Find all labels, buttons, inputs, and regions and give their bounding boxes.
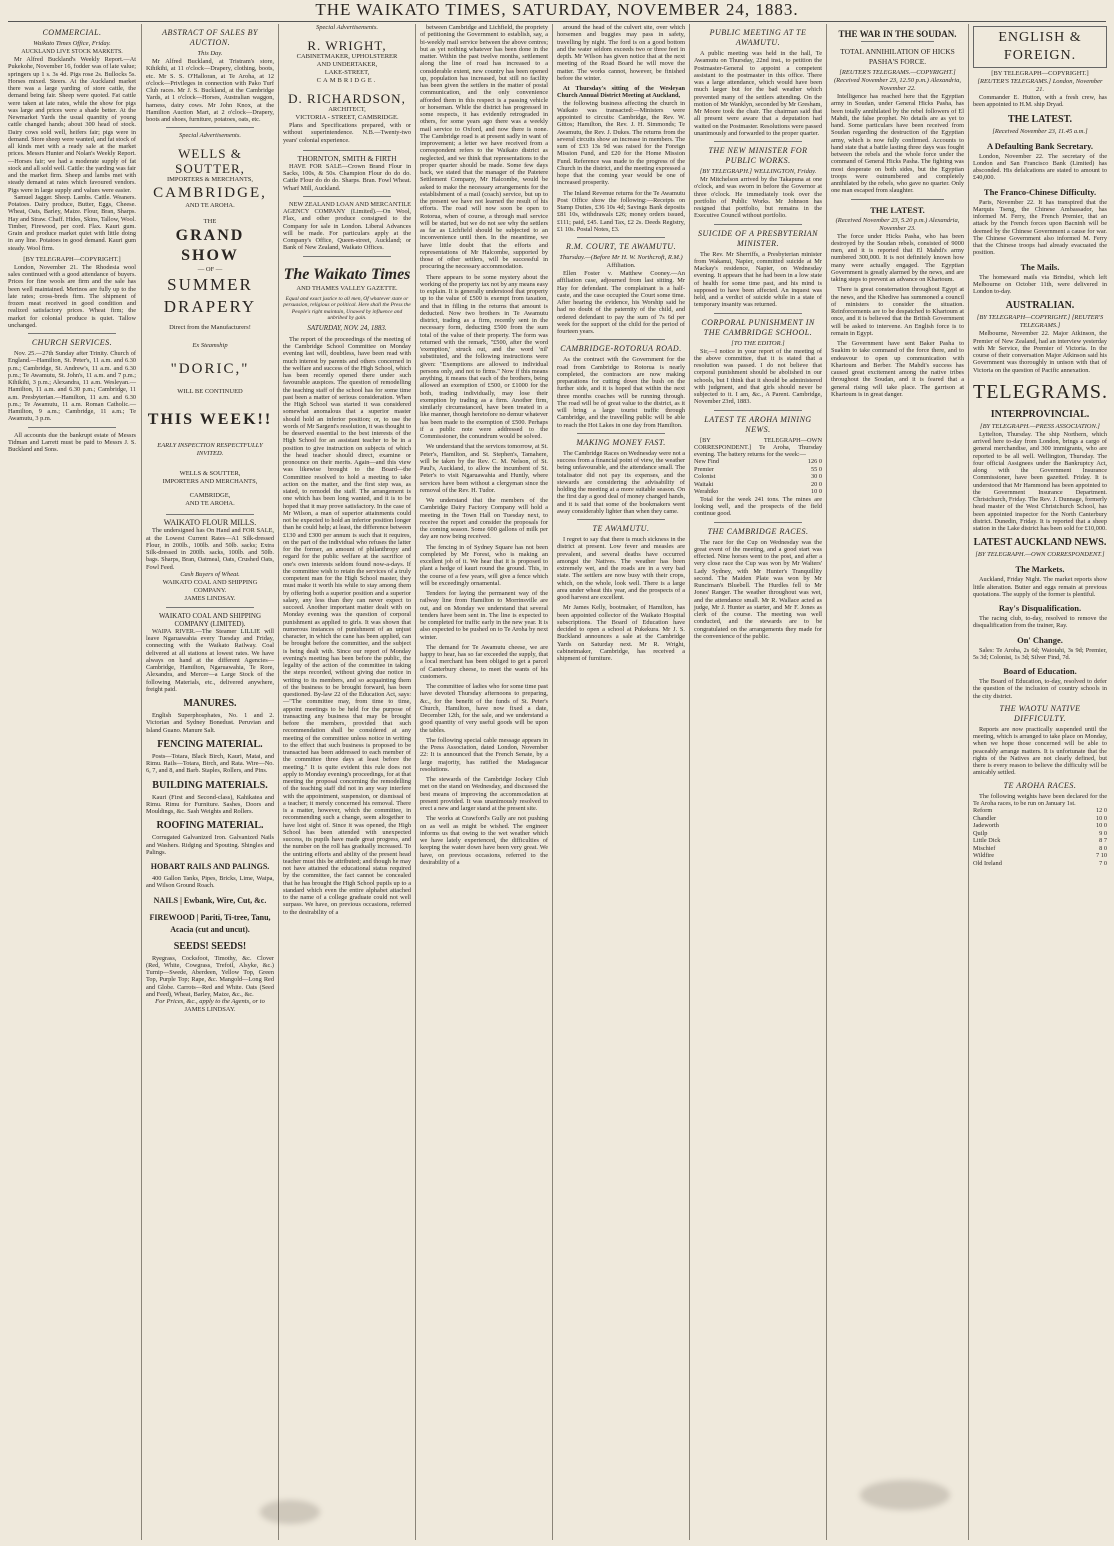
separator [28,427,116,428]
manures-text: English Superphosphates, No. 1 and 2. Victorian and Sydney Bonedust. Peruvian and Island Guano. Manure Salt. [146,712,274,734]
ad-line: AND UNDERTAKER, [316,61,378,68]
services-text: We understand that the services tomorrow, at St. Peter's, Hamilton, and St. Stephen's, Tamahere, will be taken by the Rev. C. M. Nelson, of St. Paul's, Auckland, to allow the incumbent of St. Peter's to visit Ngaruawahia and Huntly, where services have been without a clergyman since the removal of the Rev. H. Tudor. [420,443,548,494]
to-editor: [TO THE EDITOR.] [731,339,785,347]
change-heading: On' Change. [1017,634,1063,645]
separator [861,41,934,42]
column-war-news [826,24,968,1540]
latest-heading: THE LATEST. [1007,113,1073,125]
english-foreign-heading: ENGLISH & FOREIGN. [998,30,1082,63]
separator [714,410,802,411]
inland-revenue-text: The Inland Revenue returns for the Te Awamutu Post Office show the following:—Receipts on Stamp Duties, £36 10s 4d; Savings Bank deposits £81 10s, withdrawals £26; money orders issued, £111; paid, £45. Land Tax, £2 2s. Deeds Registry, £1 10s. Postal Notes, £3. [557,189,685,233]
franco-chinese-heading: The Franco-Chinese Difficulty. [983,186,1097,197]
table-row [973,845,1107,853]
mail-service-text: between Cambridge and Lichfield, the propriety of petitioning the Government to establish, say, a bi-weekly mail service between the above centres; but as yet nothing whatever has been done in the matter. Within the past twelve months, settlement along the line of road has increased to a considerable extent, new country has been opened up, population has increased, but still no facility has been given the settlers in the matter of postal communication, and the only convenience afforded them in this respect is a passing vehicle or horseman. While the district has progressed in some respects, it has evidently retrograded in others, for some years ago there was a weekly mail service to Oxford, and now there is none. The Cambridge road is at present sadly in want of improvement; a letter we have received from a correspondent refers to the Waikato district as neglected, and we think that representations to the proper quarter should be made. Some few days back, we stated that the manager of the Patetere Settlement Company, Mr Halcombe, would be asked to make the necessary arrangements for the establishment of a mail (coach) service, but up to the present we have not learned the result of his efforts. The road will now soon be open to Rotorua, when of course, a through mail service will be started, but we do not see why the settlers as far as Lichfield should be subjected to an inconvenience until then. In the meantime, we have little doubt that the efforts and representations of Mr Halcombe, supported by those of other settlers, will be successful in procuring the necessary accommodation. [420,24,548,271]
australian-text: Melbourne, November 22. Major Atkinson, the Premier of New Zealand, had an interview yesterday with Mr Service, the Premier of Victoria. In the course of their conversation Major Atkinson said his Government was thoroughly in unison with that of Victoria on the question of Pacific annexation. [973,330,1107,374]
separator [714,313,802,314]
war-soudan-heading: THE WAR IN THE SOUDAN. [838,29,957,39]
auckland-news-sub: [BY TELEGRAPH.—OWN CORRESPONDENT.] [975,551,1105,559]
table-cell-value: 30 0 [810,473,822,481]
nz-loan-text: NEW ZEALAND LOAN AND MERCANTILE AGENCY COMPANY (Limited).—On Wool, Flax, and other produce consigned to the Company for sale in London. Liberal Advances will be made. For particulars apply at the Company's Office, Queen-street, Auckland; or Bank of New Zealand, Waikato Offices. [283,200,411,252]
wells-soutter-ad [146,146,274,508]
ad-line: CAMBRIDGE. [316,77,378,84]
separator [714,224,802,225]
aroha-races-heading: TE AROHA RACES. [1003,780,1077,790]
ship-name: "DORIC," [170,361,250,378]
seeds-heading: SEEDS! SEEDS! [173,940,247,952]
ad-line: WILL BE CONTINUED [177,388,243,396]
summer-drapery-banner: SUMMER DRAPERY [163,275,257,317]
separator [303,150,391,151]
table-row [973,852,1107,860]
paper-smudge [260,1500,320,1524]
table-cell-name: New Find [694,458,720,466]
suicide-text: The Rev. Mr Sherriffs, a Presbyterian minister from Wakanui, Napier, committed suicide at Mr Mackay's residence, Napier, on Wednesday evening. It appears that he had been in a low state of health for some time past, and his mind is supposed to have been affected. An inquest was held, and a verdict of suicide while in a state of temporary insanity was returned. [694,250,822,309]
corporal-punishment-text: Sir,—I notice in your report of the meeting of the above committee, that it is stated that a resolution was passed. I do not believe that corporal punishment should be abolished in our schools, but I think that it should be administered with judgment, and that girls should never be subjected to it. I am, &c., A Parent. Cambridge, November 23rd, 1883. [694,347,822,406]
this-week-banner: THIS WEEK!! [147,411,273,429]
advertiser-name: WELLS & SOUTTER, [175,146,245,177]
table-row [973,837,1107,845]
ad-line: AND TE AROHA. [185,202,235,210]
separator [851,199,944,200]
markets-heading: AUCKLAND LIVE STOCK MARKETS. [21,49,123,55]
ad-line: AND TE AROHA. [185,500,235,508]
building-text: Kauri (First and Second-class), Kahikatea and Rimu. Rimu for Furniture. Sashes, Doors and Mouldings, &c. Sash Weights and Rollers. [146,793,274,815]
australian-sub: [BY TELEGRAPH—COPYRIGHT.] [REUTER'S TELEGRAMS.] [976,314,1104,330]
cash-buyers: Cash Buyers of Wheat. [180,570,240,578]
dryad-text: Commander E. Hutton, with a fresh crew, has been appointed to H.M. ship Dryad. [973,94,1107,109]
dateline: SATURDAY, NOV. 24, 1883. [307,323,387,332]
ad-line: VICTORIA - STREET, CAMBRIDGE. [295,114,399,121]
cambridge-races-text: The race for the Cup on Wednesday was the great event of the meeting, and a good start was effected. Nine horses went to the post, and after a very close race the Cup was won by Mr Walters' Lady Sydney, with Mr Hunter's Tranquillity second. The Maiden Plate was won by Mr Runciman's Bluebell. The Hurdles fell to Mr Jones' Ranger. The weather throughout was wet, and the attendance small. Mr R. Wallace acted as judge, Mr J. Hunter as starter, and Mr F. Jones as clerk of the course. The meeting was well conducted, and the stewards are to be congratulated on the arrangements they made for the convenience of the public. [694,538,822,640]
church-services-text: Nov. 25.—27th Sunday after Trinity. Church of England.—Hamilton, St. Peter's, 11 a.m. and 6.30 p.m.; Cambridge, St. Andrew's, 11 a.m. and 6.30 p.m.; Te Awamutu, St. John's, 11 a.m. and 7 p.m.; Kihikihi, 3 p.m.; Alexandra, 11 a.m. Wesleyan.—Hamilton, 11 a.m. and 6.30 p.m.; Cambridge, 11 a.m. Presbyterian.—Hamilton, 11 a.m. and 6.30 p.m.; Te Awamutu, 11 a.m. Roman Catholic.—Hamilton, 9 a.m.; Cambridge, 11 a.m.; Te Awamutu, 3 p.m. [8,350,136,423]
coal-company: WAIKATO COAL AND SHIPPING COMPANY. [162,578,258,594]
wesleyan-text: the following business affecting the church in Waikato was transacted:—Ministers were appointed to circuits: Cambridge, the Rev. W. Gittos; Hamilton, the Rev. J. H. Simmonds; Te Awamutu, the Rev. J. Dukes. The returns from the several circuits show an increase in members. The sum of £33 13s 9d was raised for the Foreign Mission Fund, and £20 for the Home Mission Fund. Reference was made to the progress of the Church in the district, and the meeting expressed a hope that the coming year would be one of increased prosperity. [557,99,685,187]
markets-heading: The Markets. [1015,564,1065,575]
ad-line: IMPORTERS AND MERCHANTS, [162,478,258,486]
table-cell-name: Werahiko [694,488,719,496]
column-local-news [415,24,552,1540]
ad-town: CAMBRIDGE, [153,185,267,202]
making-money-heading: MAKING MONEY FAST. [576,437,666,447]
press-association-sub: [BY TELEGRAPH.—PRESS ASSOCIATION.] [980,422,1100,430]
wright-ad [283,38,411,85]
separator [303,256,391,257]
property-tax-text: There appears to be some mystery about the working of the property tax not by any means easy to explain. It is generally understood that property up to the value of £500 is exempt from taxation, and that in filling in the returns that amount is deducted. Now two brothers in Te Awamutu district, trading as a firm, recently sent in the necessary form, deducting £500 from the sum total of the value of their property. The form was returned with the remark, "£500, after the word 'exemption,' struck out, and the word 'nil' substituted, and the following instructions were given: "Exemptions are allowed to individual persons only, and not to firms." Now if this means anything, it means that each of the brothers, being allowed an exemption of £500, or £1000 for the both, trading individually, may lose their exemption by trading as a firm. Another firm, similarly circumstanced, have been treated in a like manner, though heretofore no demur whatever has been made to the exemption of £500. Perhaps if a public note were addressed to the Commissioner, the conundrum would be solved. [420,273,548,440]
war-baker-pasha-text: The Government have sent Baker Pasha to Suakim to take command of the force there, and to endeavour to open up communication with Khartoum and Berber. The Mahdi's success has caused great excitement among the native tribes throughout the Soudan, and it is feared that a general rising will take place. The garrison at Khartoum is in great danger. [831,340,964,398]
seeds-text: Ryegrass, Cocksfoot, Timothy, &c. Clover (Red, White, Cowgrass, Trefoil, Alsyke, &c.) Turnip—Swede, Aberdeen, Yellow Top, Green Top, Purple Top; Rape, &c. Mangold—Long Red and Globe. Carrots—Red and White. Oats (Seed and Feed), Wheat, Barley, Maize, &c., &c. [146,954,274,998]
separator [166,127,254,128]
bank-secretary-heading: A Defaulting Bank Secretary. [986,140,1094,151]
interprovincial-text: Lyttelton, Thursday. The ship Northern, which arrived here to-day from London, brings a cargo of general merchandise, and 300 immigrants, who are reported to be all well. Wellington, Thursday. The four official Assignees under the Bankruptcy Act, along with the Government Insurance Commissioner, have been gazetted. Friday. It is understood that Mr Hammond has been appointed to the Government Insurance Department. Christchurch, Friday. The Rev. J. Dunnage, formerly head master of the West Christchurch School, has been appointed inspector for the North Canterbury district. Dunedin, Friday. It is reported that a sheep station in the Lake district has been sold for £10,000. [973,430,1107,532]
column-advertisements [141,24,278,1540]
table-row [973,807,1107,815]
column-district-news [552,24,689,1540]
table-row [973,815,1107,823]
ad-line: ARCHITECT, [328,106,366,113]
table-cell-value: 7 10 [1095,852,1107,859]
rotorua-road-text: As the contract with the Government for the road from Cambridge to Rotorua is nearly completed, the contractors are now making preparations for cutting down the bush on the further side, and it is hoped that within the next three months coaches will be running through. The road will be of great value to the district, as it will bring a large tourist traffic through Cambridge, and the travelling public will be able to reach the Hot Lakes in one day from Hamilton. [557,356,685,429]
fencing-heading: FENCING MATERIAL. [157,738,263,750]
special-ads-heading: Special Advertisements. [179,132,241,140]
flour-mills-text: The undersigned has On Hand and FOR SALE, at the Lowest Current Rates—A1 Silk-dressed Flour, in 200lb., 100lb. and 50lb. sacks; Extra Silk-dressed in 200lb. sacks, 100lb. and 50lb. bags. Sharps, Bran, Oatmeal, Oats, Crushed Oats, Fowl Feed. [146,527,274,571]
ad-line: LAKE-STREET, [324,69,370,76]
mining-news-text: [BY TELEGRAPH—OWN CORRESPONDENT.] Te Aroha, Thursday evening. The battery returns for the week:— [694,436,822,458]
table-cell-name: Wildfire [973,852,995,859]
separator [28,333,116,334]
office-line: Waikato Times Office, Friday. [33,40,111,47]
telegraph-heading: [BY TELEGRAPH—COPYRIGHT.] [23,255,121,263]
ad-line: — OF — [197,266,223,274]
ladies-committee-text: The committee of ladies who for some time past have devoted Thursday afternoons to preparing, &c., for the benefit of the funds of St. Peter's Church, Hamilton, have now fixed a date, December 12th, for the sale, and we understand a good quantity of very useful goods will be upon the tables. [420,683,548,734]
newspaper-columns [4,24,1110,1540]
column-editorial [278,24,415,1540]
ad-line: Ex Steamship [192,342,228,350]
firewood-heading: FIREWOOD | Pariti, Ti-tree, Tanu, Acacia (cut and uncut). [149,912,271,934]
war-latest-heading: THE LATEST. [870,204,925,215]
ad-line: IMPORTERS & MERCHANTS, [166,176,254,184]
table-cell-value: 8 7 [1099,837,1107,844]
paper-smudge [860,1480,950,1510]
new-minister-sub: [BY TELEGRAPH.] WELLINGTON, Friday. [699,168,817,175]
commercial-heading: COMMERCIAL. [42,28,102,37]
ad-line: CABINETMAKER, UPHOLSTERER [296,53,398,60]
affiliation-text: Ellen Foster v. Matthew Cooney.—An affiliation case, adjourned from last sitting. Mr Hay for defendant. The complainant is a half-caste, and the case occupied the Court some time. After hearing the evidence, his Worship said he had no doubt of the paternity of the child, and ordered defendant to pay the sum of 7s 6d per week for the support of the child for the period of fourteen years. [557,270,685,335]
new-minister-heading: THE NEW MINISTER FOR PUBLIC WORKS. [708,146,808,165]
te-awamutu-text: I regret to say that there is much sickness in the district at present. Low fever and measles are prevalent, and several deaths have occurred amongst the Natives. The weather has been extremely wet, and the roads are in a very bad state. The settlers are now busy with their crops, which, on the whole, look well. There is a large area under wheat this year, and the prospects of a good harvest are excellent. [557,536,685,601]
mining-summary-text: Total for the week 241 tons. The mines are looking well, and the prospects of the field continue good. [694,495,822,518]
grand-show-banner: GRAND SHOW [175,227,245,265]
paper-title: The Waikato Times [283,265,411,283]
thornton-heading: THORNTON, SMITH & FIRTH [297,153,397,163]
latest-sub: [Received November 23, 11.45 a.m.] [992,127,1088,135]
table-cell-name: Reform [973,807,993,814]
separator [303,196,391,197]
ray-heading: Ray's Disqualification. [998,603,1082,613]
prices-line: For Prices, &c., apply to the Agents, or to [155,998,265,1005]
race-weights-table [973,807,1107,867]
war-soudan-text: Intelligence has reached here that the Egyptian army in Soudan, under General Hicks Pasha, has been totally annihilated by the rebel followers of El Mahdi, the false prophet. No details are as yet to hand. Some particulars have been received from Soudan regarding the destruction of the Egyptian army, which is now fully confirmed. Accounts to hand state that a battle lasting three days was fought between the rebels and the whole force under the command of General Hicks Pasha. The fighting was most desperate on both sides, but the Egyptian troops were outnumbered and completely annihilated by the rebels, who gave no quarter. Only one man escaped from slaughter. [831,93,964,195]
dairy-factory-text: We understand that the members of the Cambridge Dairy Factory Company will hold a meeting in the Town Hall on Tuesday next, to receive the report and consider the proposals for the coming season. Some 600 gallons of milk per day are now being received. [420,497,548,541]
miscellaneous-text: Mr James Kelly, bootmaker, of Hamilton, has been appointed collector of the Waikato Hospital subscriptions. The Board of Education have decided to open a school at Pukekura. Mr J. S. Buckland announces a sale at the Cambridge Yards on Saturday next. Mr R. Wright, cabinetmaker, Cambridge, has received a shipment of furniture. [557,604,685,662]
telegrams-heading: TELEGRAMS. [973,380,1108,403]
new-minister-text: Mr Mitchelson arrived by the Takapuna at one o'clock, and was sworn in before the Governor at three o'clock. He immediately took over the portfolio of Public Works. Mr Johnson has resigned that portfolio, but remains in the Executive Council without portfolio. [694,176,822,220]
battery-returns-table [694,458,822,496]
column-telegrams [968,24,1111,1540]
produce-report-text: Samuel Jagger. Sheep. Lambs. Cattle. Weaners. Potatoes. Dairy produce, Butter, Eggs, Cheese. Wheat, Oats, Barley, Maize. Flour, Bran, Sharps. Hay and Straw. Chaff. Hides, Skins, Tallow, Wool. Timber, Firewood, per cord. Flax. Kauri gum. Grain and produce market quiet with little doing in any line. Potatoes in good demand. Kauri gum steady. Wool firm. [8,193,136,252]
making-money-text: The Cambridge Races on Wednesday were not a success from a financial point of view, the weather being unfavourable, and the attendance small. The totalisator did not pay its expenses, and the stewards are considering the advisability of holding the meeting at a more suitable season. On the first day a good deal of money changed hands, and it is said that some of the bookmakers went away considerably lighter than when they came. [557,449,685,515]
bankrupt-notice: All accounts due the bankrupt estate of Messrs Tidman and Larrett must be paid to Messrs J. S. Buckland and Sons. [8,431,136,453]
mails-heading: The Mails. [1020,261,1060,272]
mails-text: The homeward mails via Brindisi, which left Melbourne on October 11th, were delivered in London to-day. [973,273,1107,295]
table-cell-value: 10 0 [1095,822,1107,829]
war-latest-sub: (Received November 23, 5.20 p.m.) Alexandria, November 23. [835,216,960,232]
table-cell-name: Old Ireland [973,859,1002,867]
manures-heading: MANURES. [183,698,237,709]
separator [577,339,665,340]
interprovincial-heading: INTERPROVINCIAL. [990,408,1090,420]
table-row [973,830,1107,838]
crawfords-gully-text: The works at Crawford's Gully are not pushing on as well as might be wished. The engineer informs us that owing to the wet weather which we have lately experienced, the difficulties of keeping the water down have been very great. We have, on previous occasions, referred to the desirability of a [420,815,548,866]
jockey-club-text: The stewards of the Cambridge Jockey Club met on the stand on Wednesday, and discussed the best means of improving the accommodation at present provided. It was unanimously resolved to erect a new and larger stand at the present site. [420,776,548,812]
cable-message-text: The following special cable message appears in the Press Association, dated London, November 22: It is announced that the French Senate, by a large majority, has ratified the Madagascar resolutions. [420,736,548,773]
richardson-ad [283,91,411,144]
culvert-text: around the head of the culvert site, over which horsemen and buggies may pass in safety, travelling by night. The ford is on a good bottom and the water seldom exceeds two or three feet in depth. Mr Wilson has given notice that at the next meeting of the Road Board he will move the matter. The works cannot, however, be finished before the winter. [557,24,685,82]
church-services-heading: CHURCH SERVICES. [31,338,113,347]
column-commercial [4,24,140,1540]
markets-text: Auckland, Friday Night. The market reports show little alteration. Butter and eggs remain at previous quotations. The supply of the former is plentiful. [973,576,1107,598]
coal-shipping-heading: WAIKATO COAL AND SHIPPING COMPANY (LIMITED). [158,611,262,628]
war-consternation-text: There is great consternation throughout Egypt at the news, and the Khedive has summoned a council of ministers to consider the situation. Reinforcements are to be despatched to Khartoum at once, and it is believed that the British Government will be asked to intervene. An English force is to remain in Egypt. [831,286,964,337]
london-report-text: London, November 21. The Rhodesia wool sales continued with a good attendance of buyers. Prices for fine wools are firm and the sale has been well maintained. Merinos are fully up to the late rates; cross-breds firm. The shipment of frozen meat received in good condition and realized satisfactory prices. Wheat firm; the market for colonial produce is quiet. Tallow unchanged. [8,263,136,329]
suicide-heading: SUICIDE OF A PRESBYTERIAN MINISTER. [698,228,818,248]
ad-line: THE [203,218,217,226]
public-meeting-heading: PUBLIC MEETING AT TE AWAMUTU. [709,28,807,47]
reuters-sub: [REUTER'S TELEGRAMS.] London, November 21. [977,78,1103,93]
ad-text: Plans and Specifications prepared, with or without superintendence. N.B.—Twenty-two years' colonial experience. [283,122,411,144]
table-cell-name: Quilp [973,829,988,837]
education-text: The Board of Education, to-day, resolved to defer the question of the inclusion of country schools in the city district. [973,678,1107,700]
ad-line: CAMBRIDGE, [189,492,231,500]
roofing-heading: ROOFING MATERIAL. [156,820,264,832]
change-text: Sales: Te Aroha, 2s 6d; Waiotahi, 3s 9d; Premier, 5s 3d; Colonist, 1s 3d; Silver Find, 7d. [973,646,1107,661]
table-cell-value: 12 0 [1095,807,1107,814]
table-cell-value: 10 0 [1095,814,1107,822]
this-day: This Day. [197,50,223,57]
telegraph-sub: [BY TELEGRAPH—COPYRIGHT.] [991,70,1089,77]
separator [714,522,802,523]
auction-abstract-heading: ABSTRACT OF SALES BY AUCTION. [162,28,258,47]
wesleyan-heading: At Thursday's sitting of the Wesleyan Church Annual District Meeting at Auckland, [557,85,685,100]
table-row [694,473,822,481]
aroha-races-text: The following weights have been declared for the Te Aroha races, to be run on January 1st. [973,792,1107,807]
rm-court-sub: Thursday.—(Before Mr H. W. Northcroft, R.M.) [559,254,683,261]
separator [166,514,254,515]
separator [577,237,665,238]
advertiser-name: D. RICHARDSON, [288,91,406,106]
table-cell-name: Waitaki [694,480,714,488]
hicks-pasha-heading: TOTAL ANNIHILATION OF HICKS PASHA'S FORCE. [840,47,955,66]
cambridge-races-heading: THE CAMBRIDGE RACES. [707,526,809,536]
ad-line: EARLY INSPECTION RESPECTFULLY INVITED. [157,442,263,458]
mining-news-heading: LATEST TE AROHA MINING NEWS. [704,414,812,434]
table-cell-value: 126 0 [807,458,822,466]
separator [714,141,802,142]
table-row [694,458,822,466]
cheese-text: The demand for Te Awamutu cheese, we are happy to hear, has so far exceeded the supply, that a local merchant has been obliged to get a parcel of Canterbury cheese, to meet the wants of his customers. [420,643,548,680]
nails-heading: NAILS | Ewbank, Wire, Cut, &c. [153,895,267,905]
separator [577,433,665,434]
table-cell-name: Chandler [973,814,997,822]
lindsay-signature: JAMES LINDSAY. [184,594,236,602]
fencing-text: Posts—Totara, Black Birch, Kauri, Matai, and Rimu. Rails—Totara, Birch, and Rata. Wire—No. 6, 7, and 8, and Barb. Staples, Rollers, and Pins. [146,752,274,775]
table-cell-value: 8 0 [1099,844,1107,852]
railway-tenders-text: Tenders for laying the permanent way of the railway line from Hamilton to Morrinsville are out, and on Monday we understand that several tenders have been sent in. The line is expected to be completed for traffic early in the new year. It is also expected to be pushed on to Te Aroha by next winter. [420,590,548,641]
franco-chinese-text: Paris, November 22. It has transpired that the Marquis Tseng, the Chinese Ambassador, has informed M. Ferry, the French Premier, that an attack by the French forces upon Bacninh will be deemed by the Chinese Government a cause for war. The Chinese Government also informed M. Ferry that the Chinese troops had already evacuated the position. [973,198,1107,257]
separator [577,519,665,520]
special-ads-heading: Special Advertisements. [316,24,378,31]
table-row [694,488,822,496]
te-awamutu-heading: TE AWAMUTU. [592,524,650,533]
table-cell-name: Jadeworth [973,822,999,829]
table-cell-value: 9 0 [1099,829,1107,837]
table-row [694,481,822,489]
roofing-text: Corrugated Galvanized Iron. Galvanized Nails and Washers. Ridging and Spouting. Shingles and Palings. [146,834,274,856]
sydney-square-text: The fencing in of Sydney Square has not been completed by Mr Forest, who is making an excellent job of it. We hear that it is proposed to plant a hedge of kauri round the ground. This, in the course of a few years, will give a fence which will be exceedingly ornamental. [420,543,548,587]
paper-motto: Equal and exact justice to all men, Of whatever state or persuasion, religious or political. Here shall the Press the People's right maintain, Unawed by influence and unbribed by gain. [283,295,411,321]
auction-list-text: Mr Alfred Buckland, at Tristram's store, Kihikihi, at 11 o'clock—Drapery, clothing, boots, etc. Mr S. S. O'Halloran, at Te Aroha, at 12 o'clock—Privileges in connection with Pako Turf Club races. Mr J. S. Buckland, at the Cambridge Yards, at 1 o'clock—Horses, Australian waggon, harness, dairy cows. Mr John Knox, at the Hamilton Auction Mart, at 2 o'clock—Drapery, boots and shoes, furniture, potatoes, oats, etc. [146,58,274,123]
waotu-text: Reports are now practically suspended until the meeting, which is arranged to take place on Monday, when we hope those concerned will be able to peaceably arrange matters. It is unfortunate that the rights of the Natives are not clearly defined, but there is every reason to believe the difficulty will be amicably settled. [973,725,1107,777]
public-meeting-text: A public meeting was held in the hall, Te Awamutu on Thursday, 22nd inst., to petition the Postmaster-General to appoint a competent assistant to the postmaster in this office. There was a large attendance, which would have been much larger but for the bad weather which prevented many of the settlers attending. On the motion of Mr Wanklyn, seconded by Mr Gresham, Mr Moore took the chair. The chairman said that all present were aware that a deputation had waited on the Postmaster. Resolutions were passed unanimously and forwarded to the proper quarter. [694,50,822,137]
auckland-news-heading: LATEST AUCKLAND NEWS. [973,537,1107,549]
table-cell-value: 10 0 [810,488,822,496]
flour-mills-heading: WAIKATO FLOUR MILLS. [163,518,257,528]
table-cell-name: Mischief [973,844,996,852]
hobart-heading: HOBART RAILS AND PALINGS. [150,862,270,871]
building-heading: BUILDING MATERIALS. [152,779,268,791]
war-soudan-sub: [REUTER'S TELEGRAMS.—COPYRIGHT.] (Received November 23, 12.50 p.m.) Alexandria, November 22. [834,69,961,92]
ray-text: The racing club, to-day, resolved to remove the disqualification from the trainer, Ray. [973,615,1107,630]
rotorua-road-heading: CAMBRIDGE-ROTORUA ROAD. [560,344,682,354]
bank-secretary-text: London, November 22. The secretary of the London and San Francisco Bank (Limited) has absconded. His defalcations are stated to amount to £40,000. [973,152,1107,182]
column-meetings [689,24,826,1540]
table-cell-value: 7 0 [1099,859,1107,867]
editorial-text: The report of the proceedings of the meeting of the Cambridge School Committee on Monday evening last will, doubtless, have been read with much interest by parents and others concerned in the welfare and success of the High School, which has been recently opened there under such favourable auspices. The question of remodelling the teaching staff of the school has for some time past been a matter of serious consideration. When the High School was started it was considered somewhat anomalous that a superior master should hold an inferior position; or, to use the words of Mr Sargent's resolution, it was thought to be deserved essential to the best interests of the High School for an assistant teacher to be in a position to give instruction on subjects of which the head teacher should direct, examine or pronounce on their merits. Again—and this view was likewise brought to the Board—the Committee resolved to hold a meeting to take action on the matter, and the first step was, as stated, to remodel the staff. The arrangement is one which has been long wanted, and it is to be hoped that it may prove satisfactory. In the case of Mr Wilson, a man of superior attainments could not be expected to hold an inferior position longer than he could help; at least, the difference between £130 and £300 per annum is such that it requires, on the part of the individual who refuses the latter for the former, an amount of philanthropy and regard for the public welfare at the sacrifice of one's own interests seldom found now-a-days. If the committee wish to retain the services of a truly competent man for the High School master, they must make it worth his while to stay among them by offering both a superior position and a superior salary, any less than they can never expect to succeed. Another important matter dealt with on Monday evening was the question of corporal punishment as applied to girls. It was shown that numerous instances of punishment of an unjust character, in which the cane has been applied, can be brought before the committee, and the subject is being dealt with. Since our report of Monday evening's meeting has been before the public, the legality of the action of the committee in taking the steps recorded, without giving due notice in writing to its members, and so acquainting them of the business to be brought forward, has been questioned. By-law 22 of the Education Act, says: —"The committee may, from time to time, appoint meetings to be held for the purpose of transacting any business that may be brought before the members, provided that such recommendation shall be considered at any meeting of the committee unless notice in writing to the effect that such business is proposed to be transacted has been addressed to each member of the committee three days at least before the meeting." It is quite evident this rule does not apply to Monday evening's proceedings, for at that meeting the proposal concerning the remodelling of the teaching staff did not in any way interfere with the appointment, suspension, or dismissal of a teacher; it merely concerned his removal. There is a matter, however, which the committee, in recommending such a change, seem altogether to have lost sight of. Since it was opened, the High School has been attended with unexpected success, its pupils have made great progress, and the number on the roll has gradually increased. To the untiring efforts and ability of the present head teacher must this be attributed; and though he may not have attained the educational status required by the committee, the fact cannot be concealed that he has brought the High School pupils up to a standard which even the entire alphabet attached to the name of a college graduate could not well surpass. We have, on previous occasions, referred to the desirability of a [283,335,411,916]
advertiser-name: R. WRIGHT, [307,38,387,53]
paper-subtitle: AND THAMES VALLEY GAZETTE. [296,284,398,292]
table-row [973,860,1107,868]
table-cell-name: Colonist [694,473,716,481]
ad-line: WELLS & SOUTTER, [179,470,241,478]
table-row [973,822,1107,830]
ad-line: Direct from the Manufacturers! [169,324,251,332]
market-report-text: Mr Alfred Buckland's Weekly Report.—At Pukekohe, November 16, fodder was of late value; springers up 1 s. 3s 4d. Pigs rose 2s. Bullocks 5s. Horses mixed. Steers. At the Auckland market there was a large yarding of store cattle, the demand being fair. Sheep were quoted. Fat cattle were taken at late rates, while the show for pigs was large and prices were a shade better. At the Newmarket Yards the usual quantity of young cattle changed hands; about 300 head of stock. Dairy cows sold well, heifers fair; pigs were in demand. Store sheep were wanted, and fat stock of all kinds met with a ready sale at the market prices. Messrs Hunter and Nolan's Weekly Report.—Horses fair; we had a moderate supply of fat stock and all sold well. Cattle: the yarding was fair and the market firm. Sheep and lambs met with steady demand at rates which favoured vendors. Pigs were in large supply and values were easier. [8,56,137,194]
table-row [694,466,822,474]
australian-heading: AUSTRALIAN. [1005,300,1075,312]
hobart-text: 400 Gallon Tanks, Pipes, Bricks, Lime, Waipa, and Wilson Ground Roach. [146,875,274,890]
coal-shipping-text: WAIPA RIVER.—The Steamer LILLIE will leave Ngaruawahia every Tuesday and Friday, connecting with the Waikato Railway. Coal delivered at all stations at lowest rates. We have always on hand at the different Agencies—Cambridge, Hamilton, Ngaruawahia, Te Rore, Alexandra, and Mercer—a Large Stock of the following Materials, etc., delivered anywhere, freight paid. [146,627,274,693]
separator [166,607,254,608]
table-cell-value: 20 0 [810,480,822,488]
thornton-text: HAVE FOR SALE—Crown Brand Flour in Sacks, 100s, & 50s. Champion Flour do do do. Cattle Flour do do do. Sharps. Bran. Fowl Wheat. Wharf Mill, Auckland. [283,162,411,192]
masthead-rule [8,21,1106,22]
education-heading: Board of Education. [1003,666,1077,676]
table-cell-name: Little Dick [973,837,1001,844]
affiliation-heading: Affiliation. [606,262,636,269]
table-cell-value: 55 0 [810,465,822,473]
table-cell-name: Premier [694,465,714,473]
english-foreign-box [973,26,1107,68]
masthead: THE WAIKATO TIMES, SATURDAY, NOVEMBER 24, 1883. [315,0,799,19]
rm-court-heading: R.M. COURT, TE AWAMUTU. [565,242,677,251]
lindsay-signature: JAMES LINDSAY. [184,1006,236,1013]
waotu-heading: THE WAOTU NATIVE DIFFICULTY. [999,703,1081,723]
corporal-punishment-heading: CORPORAL PUNISHMENT IN THE CAMBRIDGE SCHOOL. [701,317,815,337]
war-latest-text: The force under Hicks Pasha, who has been destroyed by the Soudan rebels, consisted of 9000 men, and it is reported that El Mahdi's army numbered 300,000. It is not definitely known how many were actually engaged. The Egyptian Government is greatly alarmed by the news, and are taking steps to prevent an advance on Khartoum. [831,232,964,283]
